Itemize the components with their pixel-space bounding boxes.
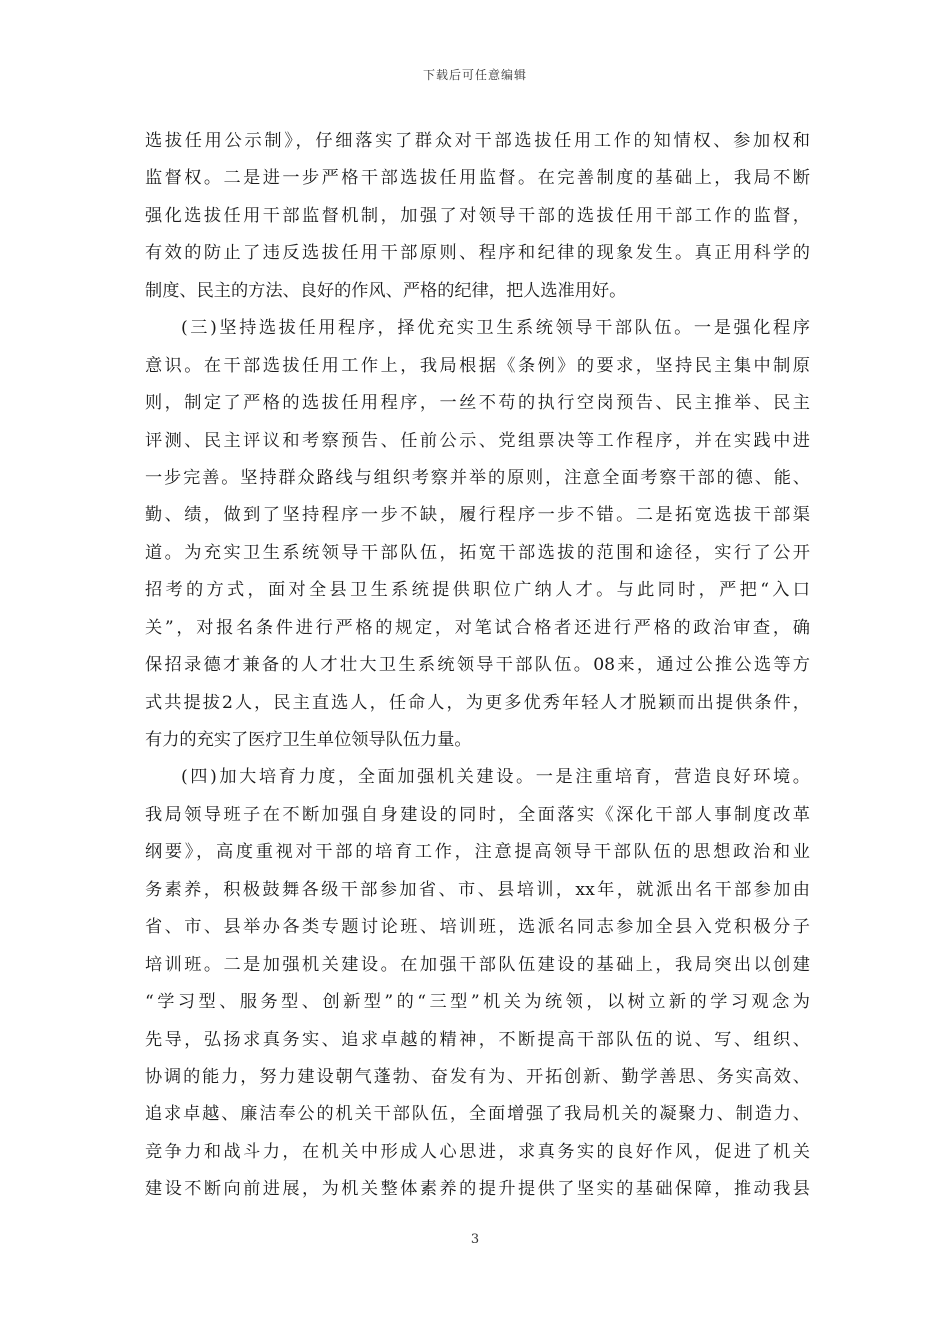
paragraph-2 — [145, 310, 810, 759]
text-line: (三)坚持选拔任用程序，择优充实卫生系统领导干部队伍。一是强化程序 — [181, 318, 810, 339]
text-line: 招考的方式，面对全县卫生系统提供职位广纳人才。与此同时，严把“入口 — [145, 580, 810, 601]
text-line: 制度、民主的方法、良好的作风、严格的纪律，把人选准用好。 — [145, 280, 627, 301]
page-number: 3 — [470, 1232, 480, 1247]
text-line: 省、市、县举办各类专题讨论班、培训班，选派名同志参加全县入党积极分子 — [145, 917, 810, 938]
text-line: 有效的防止了违反选拔任用干部原则、程序和纪律的现象发生。真正用科学的 — [145, 243, 810, 264]
text-line: 先导，弘扬求真务实、追求卓越的精神，不断提高干部队伍的说、写、组织、 — [145, 1029, 810, 1050]
paragraph-3 — [145, 759, 810, 1208]
text-line: “学习型、服务型、创新型”的“三型”机关为统领，以树立新的学习观念为 — [145, 992, 810, 1013]
text-line: 一步完善。坚持群众路线与组织考察并举的原则，注意全面考察干部的德、能、 — [145, 467, 810, 488]
text-line: 有力的充实了医疗卫生单位领导队伍力量。 — [145, 730, 472, 750]
text-line: 务素养，积极鼓舞各级干部参加省、市、县培训，xx年，就派出名干部参加由 — [145, 879, 810, 900]
text-line: 保招录德才兼备的人才壮大卫生系统领导干部队伍。08来，通过公推公选等方 — [145, 655, 810, 676]
text-line: 协调的能力，努力建设朝气蓬勃、奋发有为、开拓创新、勤学善思、务实高效、 — [145, 1066, 810, 1087]
text-line: 竞争力和战斗力，在机关中形成人心思进，求真务实的良好作风，促进了机关 — [145, 1141, 810, 1162]
text-line: 追求卓越、廉洁奉公的机关干部队伍，全面增强了我局机关的凝聚力、制造力、 — [145, 1104, 810, 1125]
text-line: 勤、绩，做到了坚持程序一步不缺，履行程序一步不错。二是拓宽选拔干部渠 — [145, 505, 810, 526]
text-line: 建设不断向前进展，为机关整体素养的提升提供了坚实的基础保障，推动我县 — [145, 1179, 810, 1200]
text-line: (四)加大培育力度，全面加强机关建设。一是注重培育，营造良好环境。 — [181, 767, 810, 788]
text-line: 我局领导班子在不断加强自身建设的同时，全面落实《深化干部人事制度改革 — [145, 804, 810, 825]
text-line: 纲要》，高度重视对干部的培育工作，注意提高领导干部队伍的思想政治和业 — [145, 842, 810, 863]
text-line: 评测、民主评议和考察预告、任前公示、党组票决等工作程序，并在实践中进 — [145, 430, 810, 451]
text-line: 监督权。二是进一步严格干部选拔任用监督。在完善制度的基础上，我局不断 — [145, 168, 810, 189]
page-header: 下载后可任意编辑 — [422, 68, 527, 82]
paragraph-1 — [145, 123, 810, 310]
text-line: 选拔任用公示制》，仔细落实了群众对干部选拔任用工作的知情权、参加权和 — [145, 131, 810, 151]
text-line: 关”，对报名条件进行严格的规定，对笔试合格者还进行严格的政治审查，确 — [145, 617, 810, 638]
text-line: 式共提拔2人，民主直选人，任命人，为更多优秀年轻人才脱颖而出提供条件， — [145, 692, 810, 713]
text-line: 道。为充实卫生系统领导干部队伍，拓宽干部选拔的范围和途径，实行了公开 — [145, 542, 810, 563]
text-line: 强化选拔任用干部监督机制，加强了对领导干部的选拔任用干部工作的监督， — [145, 205, 810, 226]
text-line: 培训班。二是加强机关建设。在加强干部队伍建设的基础上，我局突出以创建 — [145, 954, 810, 975]
document-body — [145, 123, 810, 1209]
text-line: 则，制定了严格的选拔任用程序，一丝不苟的执行空岗预告、民主推举、民主 — [145, 393, 810, 414]
text-line: 意识。在干部选拔任用工作上，我局根据《条例》的要求，坚持民主集中制原 — [145, 355, 810, 376]
